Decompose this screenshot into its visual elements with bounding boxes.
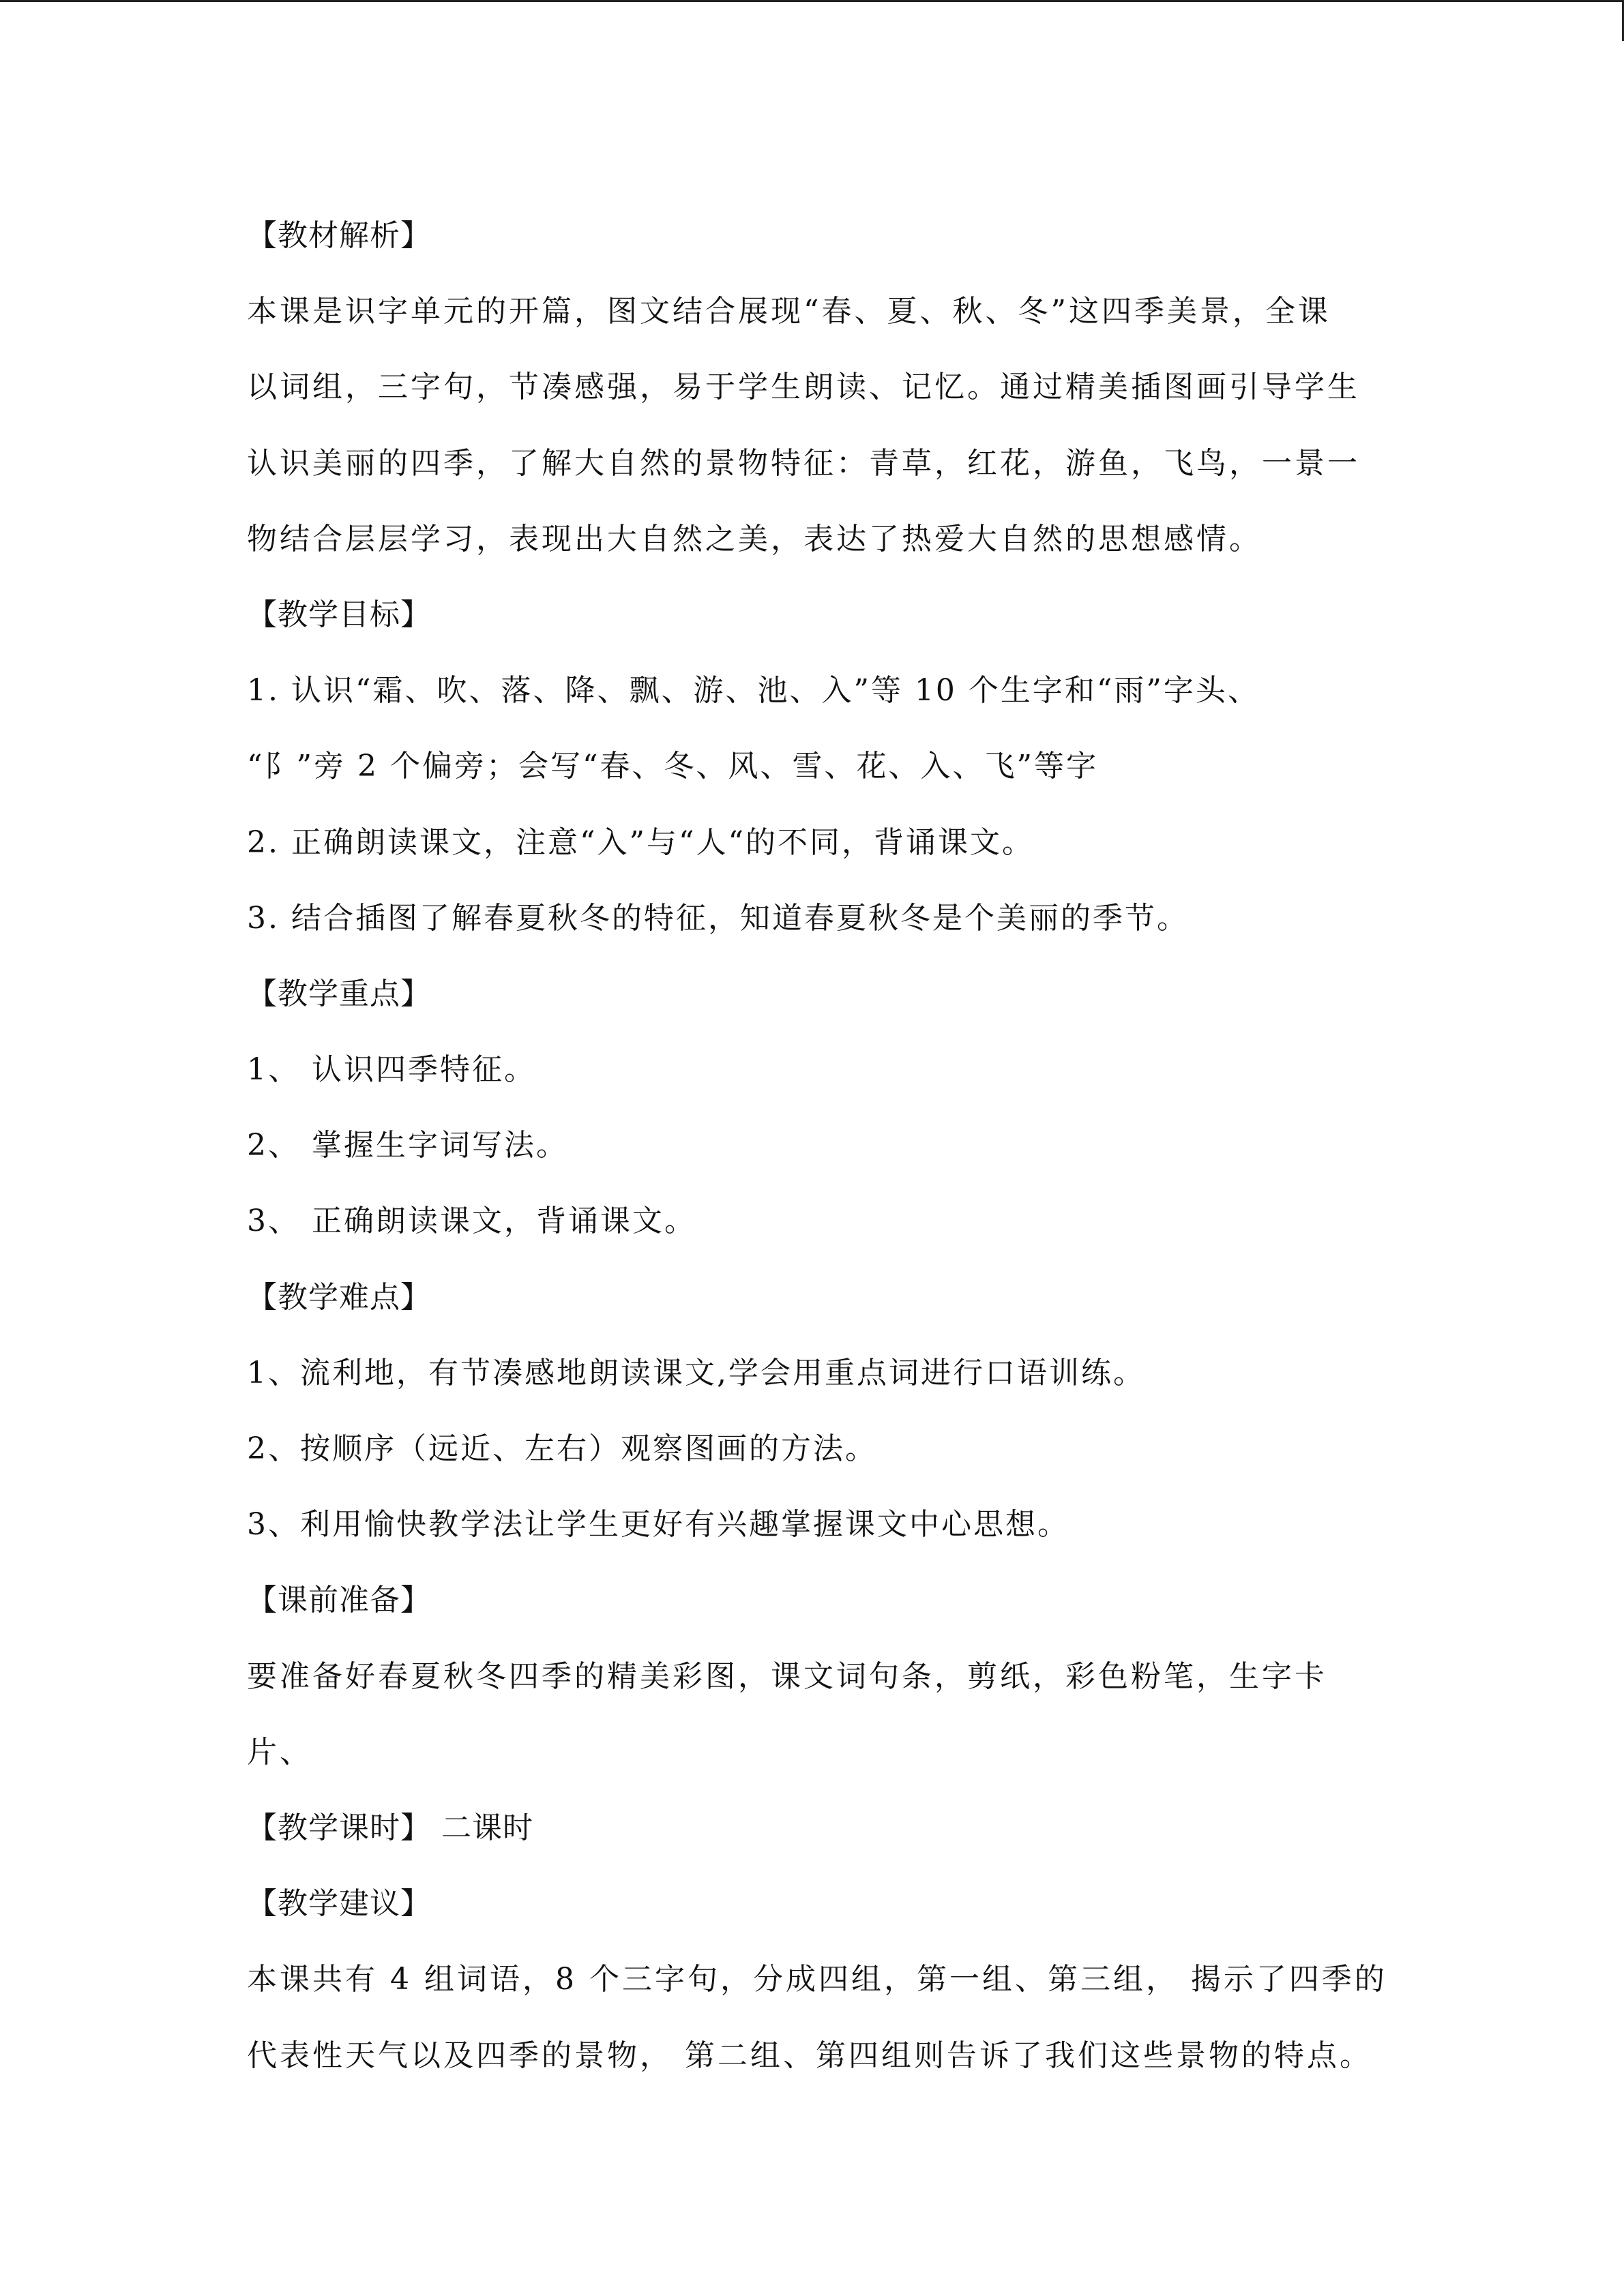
section-heading-key-points: 【教学重点】 [247, 976, 431, 1011]
paragraph-line: 以词组，三字句，节凑感强，易于学生朗读、记忆。通过精美插图画引导学生 [247, 370, 1360, 405]
paragraph-line: 代表性天气以及四季的景物， 第二组、第四组则告诉了我们这些景物的特点。 [247, 2038, 1372, 2073]
section-heading-class-hours: 【教学课时】 二课时 [247, 1810, 533, 1845]
section-heading-textbook-analysis: 【教材解析】 [247, 218, 431, 253]
section-heading-difficulties: 【教学难点】 [247, 1279, 431, 1315]
list-item-continuation: “阝”旁 2 个偏旁；会写“春、冬、风、雪、花、入、飞”等字 [247, 749, 1098, 784]
section-heading-preparation: 【课前准备】 [247, 1583, 431, 1618]
list-item: 2、按顺序（远近、左右）观察图画的方法。 [247, 1431, 877, 1466]
section-heading-teaching-goals: 【教学目标】 [247, 597, 431, 632]
paragraph-line: 本课共有 4 组词语，8 个三字句，分成四组，第一组、第三组， 揭示了四季的 [247, 1962, 1387, 1997]
list-item: 3. 结合插图了解春夏秋冬的特征，知道春夏秋冬是个美丽的季节。 [247, 900, 1189, 936]
paragraph-line: 本课是识字单元的开篇，图文结合展现“春、夏、秋、冬”这四季美景，全课 [247, 294, 1331, 329]
page-top-border [0, 0, 1624, 2]
paragraph-line: 认识美丽的四季，了解大自然的景物特征：青草，红花，游鱼，飞鸟，一景一 [247, 445, 1360, 481]
list-item: 1. 认识“霜、吹、落、降、飘、游、池、入”等 10 个生字和“雨”字头、 [247, 673, 1260, 709]
list-item: 1、 认识四季特征。 [247, 1052, 536, 1088]
list-item: 2、 掌握生字词写法。 [247, 1128, 568, 1163]
list-item: 3、利用愉快教学法让学生更好有兴趣掌握课文中心思想。 [247, 1507, 1069, 1542]
paragraph-line: 片、 [247, 1734, 312, 1770]
paragraph-line: 要准备好春夏秋冬四季的精美彩图，课文词句条，剪纸，彩色粉笔，生字卡 [247, 1658, 1327, 1694]
paragraph-line: 物结合层层学习，表现出大自然之美，表达了热爱大自然的思想感情。 [247, 521, 1262, 556]
section-heading-suggestions: 【教学建议】 [247, 1886, 431, 1922]
list-item: 2. 正确朗读课文，注意“入”与“人“的不同，背诵课文。 [247, 824, 1034, 860]
list-item: 1、流利地，有节凑感地朗读课文,学会用重点词进行口语训练。 [247, 1355, 1145, 1390]
document-page [247, 198, 1420, 2093]
list-item: 3、 正确朗读课文，背诵课文。 [247, 1204, 696, 1239]
